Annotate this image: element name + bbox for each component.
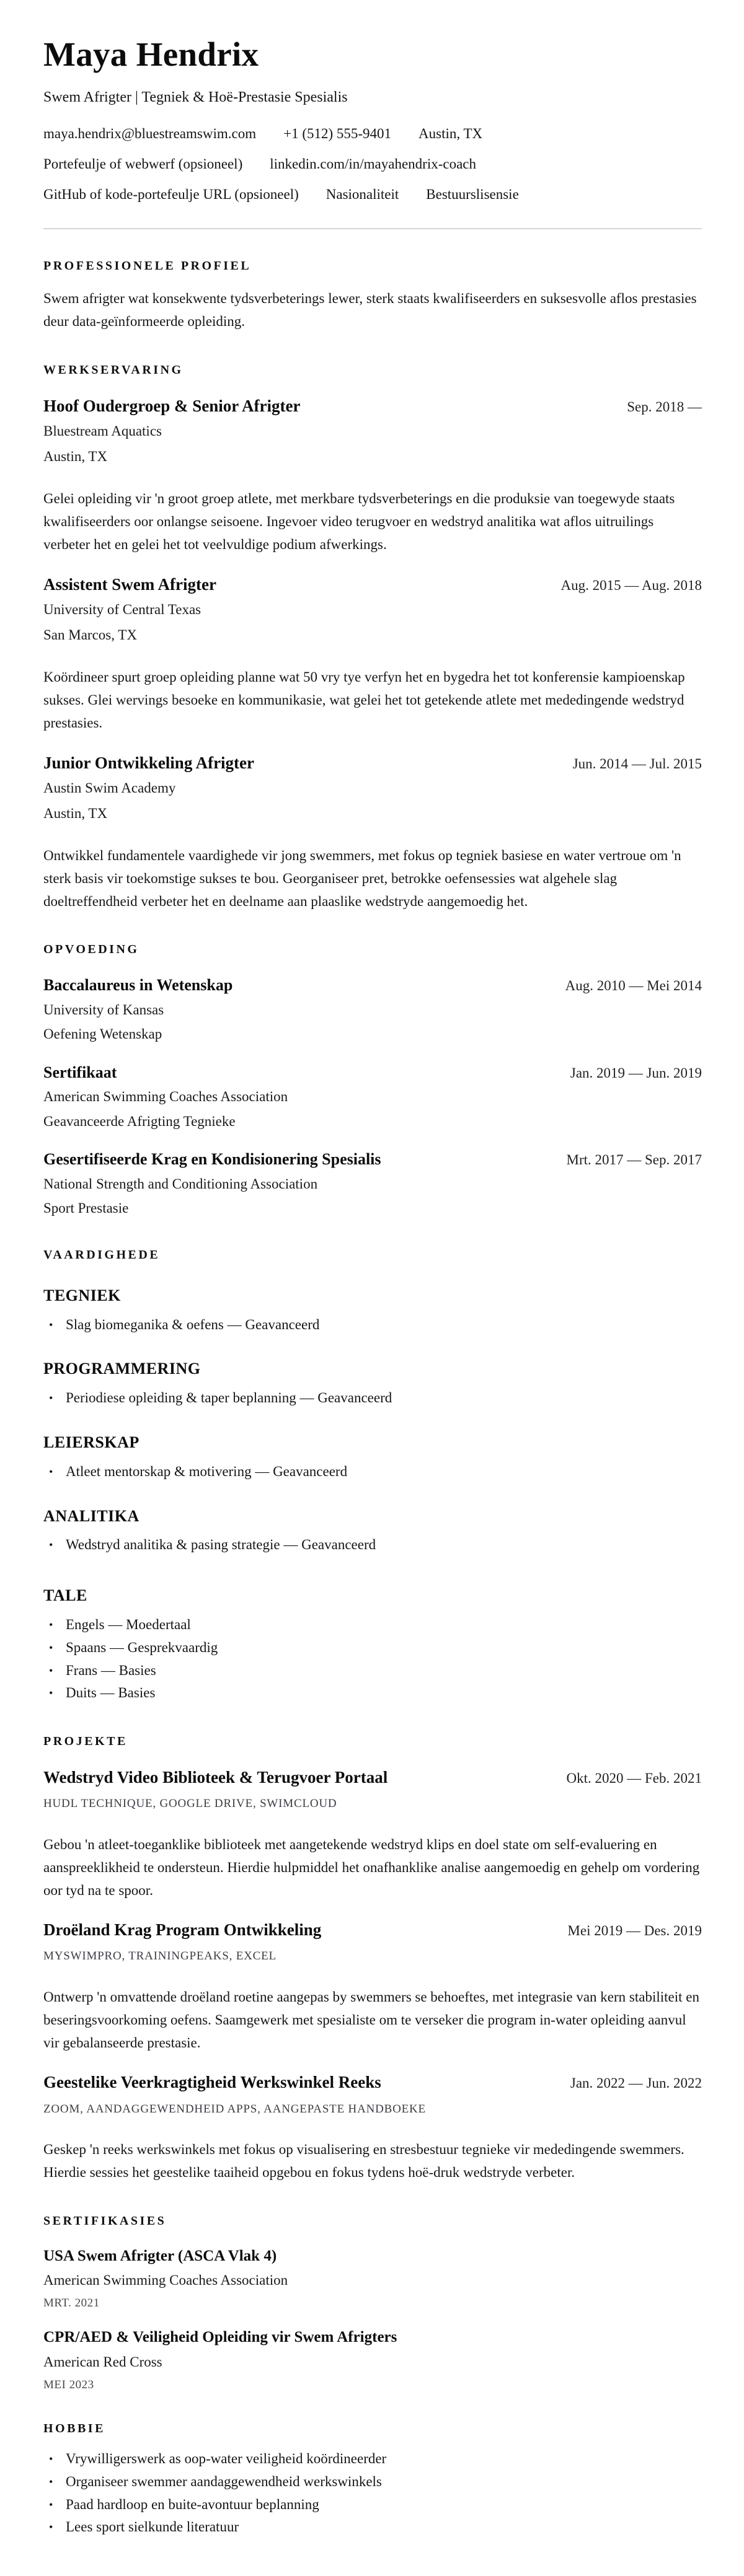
section-skills (43, 1247, 702, 1557)
hobby-list (43, 2448, 702, 2539)
section-projects (43, 1733, 702, 2184)
job-location: San Marcos, TX (43, 626, 137, 643)
project-tools: HUDL TECHNIQUE, GOOGLE DRIVE, SWIMCLOUD (43, 1797, 337, 1811)
contact-row-1 (43, 124, 702, 144)
project-header (43, 1767, 702, 1788)
section-profile (43, 258, 702, 333)
degree-title: Baccalaureus in Wetenskap (43, 976, 233, 995)
skill-list (43, 1387, 702, 1410)
certification-entry (43, 2328, 702, 2392)
job-header (43, 752, 702, 774)
section-languages (43, 1585, 702, 1705)
job-dates: Jun. 2014 — Jul. 2015 (572, 755, 702, 771)
profile-summary: Swem afrigter wat konsekwente tydsverbeterings lewer, sterk staats kwalifiseerders en suksesvolle aflos prestasies deur data-geïnformeerde opleiding. (43, 291, 697, 329)
job-title: Junior Ontwikkeling Afrigter (43, 753, 255, 772)
project-entry (43, 1767, 702, 1902)
job-description: Koördineer spurt groep opleiding planne wat 50 vry tye verfyn het en bygedra het tot konferensie kampioenskap sukses. Glei wervings besoeke en kommunikasie, wat gelei het tot getekende atlete met mededingende wedstryd prestasies. (43, 669, 685, 731)
job-location: Austin, TX (43, 449, 108, 465)
section-heading-experience: WERKSERVARING (43, 363, 184, 377)
skill-list (43, 1461, 702, 1484)
skill-item: • Atleet mentorskap & motivering — Geavanceerd (43, 1461, 702, 1484)
contact-row-2 (43, 154, 702, 174)
job-company: Bluestream Aquatics (43, 423, 162, 439)
section-heading-languages: TALE (43, 1586, 87, 1605)
project-tools: ZOOM, AANDAGGEWENDHEID APPS, AANGEPASTE HANDBOEKE (43, 2102, 426, 2116)
skill-category (43, 1285, 702, 1337)
project-description: Ontwerp 'n omvattende droëland roetine aangepas by swemmers se behoeftes, met integrasie van kern stabiliteit en beseringsvoorkoming oefens. Saamgewerk met spesialiste om te verseker die program in-water opleiding aanvul vir gebalanseerde prestasie. (43, 1989, 699, 2051)
skill-category-name: PROGRAMMERING (43, 1360, 201, 1378)
education-entry (43, 1149, 702, 1218)
job-entry (43, 395, 702, 556)
skill-category (43, 1506, 702, 1557)
education-dates: Aug. 2010 — Mei 2014 (565, 978, 702, 994)
skill-category (43, 1358, 702, 1410)
field-of-study: Oefening Wetenskap (43, 1026, 162, 1042)
education-header (43, 1062, 702, 1083)
project-dates: Okt. 2020 — Feb. 2021 (566, 1770, 702, 1787)
project-title: Geestelike Veerkragtigheid Werkswinkel Reeks (43, 2073, 381, 2092)
project-description: Geskep 'n reeks werkswinkels met fokus op visualisering en stresbestuur tegnieke vir mededingende swemmers. Hierdie sessies het geestelike taaiheid opgebou en fokus tydens hoë-druk wedstryde verbeter. (43, 2142, 684, 2180)
hobby-item: • Vrywilligerswerk as oop-water veiligheid koördineerder (43, 2448, 702, 2471)
education-entry (43, 975, 702, 1044)
contact-location: Austin, TX (418, 125, 483, 141)
project-dates: Mei 2019 — Des. 2019 (567, 1923, 702, 1939)
job-company: University of Central Texas (43, 601, 202, 617)
education-dates: Mrt. 2017 — Sep. 2017 (566, 1151, 702, 1167)
skill-category-name: TEGNIEK (43, 1286, 121, 1304)
degree-title: Sertifikaat (43, 1063, 117, 1081)
degree-title: Gesertifiseerde Krag en Kondisionering Spesialis (43, 1150, 381, 1168)
job-description: Gelei opleiding vir 'n groot groep atlete, met merkbare tydsverbeterings en die produksie van toegewyde staats kwalifiseerders oor onlangse seisoene. Ingevoer video terugvoer en wedstryd analitika wat aflos uitruilings verbeter het en gelei het tot veelvuldige podium afwerkings. (43, 491, 675, 552)
candidate-title: Swem Afrigter | Tegniek & Hoë-Prestasie Spesialis (43, 89, 348, 106)
header-divider (43, 228, 702, 229)
language-item: • Frans — Basies (43, 1659, 702, 1682)
section-certifications (43, 2213, 702, 2392)
job-dates: Aug. 2015 — Aug. 2018 (560, 577, 702, 593)
section-heading-skills: VAARDIGHEDE (43, 1247, 161, 1262)
skill-list (43, 1314, 702, 1337)
section-heading-projects: PROJEKTE (43, 1734, 128, 1749)
language-item: • Duits — Basies (43, 1682, 702, 1705)
skill-category (43, 1432, 702, 1484)
language-item: • Spaans — Gesprekvaardig (43, 1637, 702, 1659)
skill-list (43, 1534, 702, 1557)
job-entry (43, 752, 702, 913)
field-of-study: Geavanceerde Afrigting Tegnieke (43, 1113, 236, 1129)
language-list (43, 1614, 702, 1705)
candidate-name: Maya Hendrix (43, 35, 259, 73)
section-education (43, 941, 702, 1218)
portfolio-label: Portefeulje of webwerf (opsioneel) (43, 156, 243, 172)
contact-phone: +1 (512) 555-9401 (283, 125, 392, 141)
linkedin-url[interactable]: linkedin.com/in/mayahendrix-coach (270, 156, 476, 172)
contact-info (43, 124, 702, 205)
institution-name: American Swimming Coaches Association (43, 1089, 288, 1105)
certification-date: MEI 2023 (43, 2378, 94, 2392)
project-header (43, 2072, 702, 2093)
certification-title: CPR/AED & Veiligheid Opleiding vir Swem Afrigters (43, 2329, 397, 2346)
certification-issuer: American Red Cross (43, 2354, 162, 2370)
section-hobbies (43, 2420, 702, 2539)
skill-item: • Wedstryd analitika & pasing strategie — Geavanceerd (43, 1534, 702, 1557)
institution-name: National Strength and Conditioning Association (43, 1176, 318, 1192)
project-dates: Jan. 2022 — Jun. 2022 (570, 2075, 702, 2091)
certification-entry (43, 2246, 702, 2311)
field-of-study: Sport Prestasie (43, 1200, 129, 1216)
job-entry (43, 574, 702, 735)
job-company: Austin Swim Academy (43, 780, 176, 796)
job-header (43, 574, 702, 596)
skill-category-name: LEIERSKAP (43, 1433, 140, 1452)
project-tools: MYSWIMPRO, TRAININGPEAKS, EXCEL (43, 1950, 277, 1963)
resume-header (43, 35, 702, 229)
project-title: Droëland Krag Program Ontwikkeling (43, 1920, 322, 1940)
institution-name: University of Kansas (43, 1002, 164, 1018)
hobby-item: • Paad hardloop en buite-avontuur beplanning (43, 2494, 702, 2517)
job-header (43, 395, 702, 417)
contact-email[interactable]: maya.hendrix@bluestreamswim.com (43, 125, 257, 141)
job-dates: Sep. 2018 — (627, 398, 702, 415)
education-dates: Jan. 2019 — Jun. 2019 (570, 1065, 702, 1081)
project-title: Wedstryd Video Biblioteek & Terugvoer Portaal (43, 1768, 388, 1787)
nationality-label: Nasionaliteit (326, 187, 399, 203)
section-heading-profile: PROFESSIONELE PROFIEL (43, 259, 252, 273)
education-header (43, 975, 702, 996)
contact-row-3 (43, 185, 702, 204)
hobby-item: • Lees sport sielkunde literatuur (43, 2516, 702, 2539)
section-experience (43, 362, 702, 913)
job-title: Hoof Oudergroep & Senior Afrigter (43, 396, 301, 415)
project-entry (43, 2072, 702, 2184)
certification-issuer: American Swimming Coaches Association (43, 2272, 288, 2288)
section-heading-hobbies: HOBBIE (43, 2422, 105, 2436)
skill-item: • Slag biomeganika & oefens — Geavanceerd (43, 1314, 702, 1337)
education-entry (43, 1062, 702, 1132)
skill-category-name: ANALITIKA (43, 1506, 140, 1525)
language-item: • Engels — Moedertaal (43, 1614, 702, 1637)
certification-date: MRT. 2021 (43, 2297, 100, 2310)
project-header (43, 1919, 702, 1941)
project-description: Gebou 'n atleet-toeganklike biblioteek met aangetekende wedstryd klips en doel state om self-evaluering en aanspreeklikheid te ondersteun. Hierdie hulpmiddel het onafhanklike analise aangemoedig en gehelp om vordering oor tyd na te spoor. (43, 1836, 700, 1898)
section-heading-education: OPVOEDING (43, 943, 140, 957)
job-location: Austin, TX (43, 805, 108, 821)
skill-item: • Periodiese opleiding & taper beplanning — Geavanceerd (43, 1387, 702, 1410)
project-entry (43, 1919, 702, 2054)
job-description: Ontwikkel fundamentele vaardighede vir jong swemmers, met fokus op tegniek basiese en water vertroue om 'n sterk basis vir toekomstige sukses te bou. Georganiseer pret, betrokke oefensessies wat algehele slag doeltreffendheid verbeter het en deelname aan plaaslike wedstryde aangemoedig het. (43, 847, 681, 909)
job-title: Assistent Swem Afrigter (43, 574, 216, 594)
education-header (43, 1149, 702, 1170)
license-label: Bestuurslisensie (426, 187, 519, 203)
certification-title: USA Swem Afrigter (ASCA Vlak 4) (43, 2247, 277, 2264)
github-label: GitHub of kode-portefeulje URL (opsioneel) (43, 187, 299, 203)
section-heading-certifications: SERTIFIKASIES (43, 2213, 167, 2228)
hobby-item: • Organiseer swemmer aandaggewendheid werkswinkels (43, 2471, 702, 2494)
